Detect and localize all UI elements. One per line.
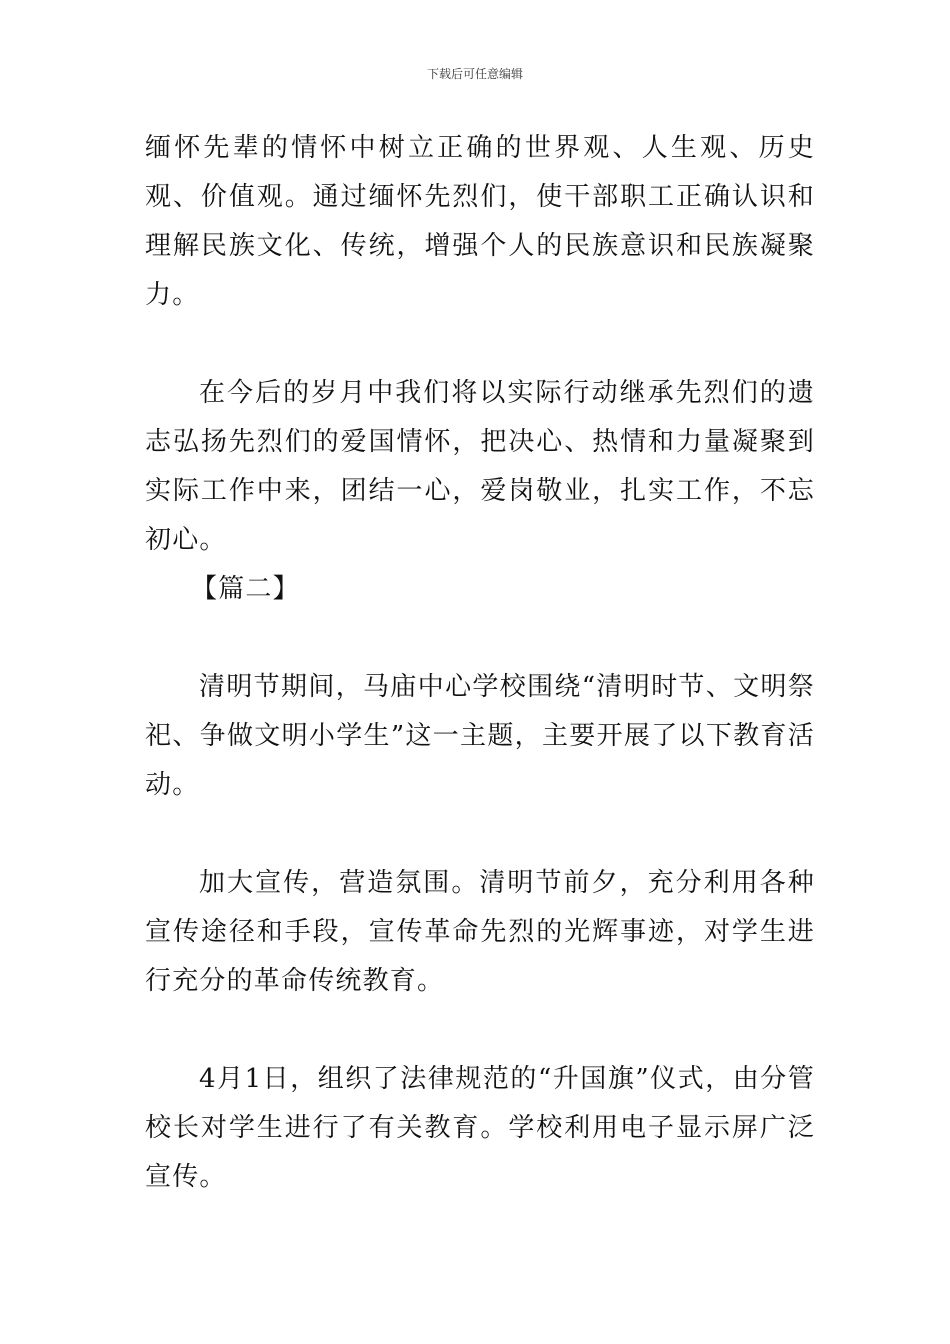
paragraph: 清明节期间，马庙中心学校围绕“清明时节、文明祭祀、争做文明小学生”这一主题，主要开展了以下教育活动。	[145, 672, 815, 800]
paragraph: 在今后的岁月中我们将以实际行动继承先烈们的遗志弘扬先烈们的爱国情怀，把决心、热情和力量凝聚到实际工作中来，团结一心，爱岗敬业，扎实工作，不忘初心。	[145, 378, 815, 555]
section-heading: 【篇二】	[191, 574, 300, 604]
paragraph: 加大宣传，营造氛围。清明节前夕，充分利用各种宣传途径和手段，宣传革命先烈的光辉事迹，对学生进行充分的革命传统教育。	[145, 868, 815, 996]
page-header: 下载后可任意编辑	[426, 67, 523, 81]
document-body	[145, 124, 815, 1202]
paragraph: 4月1日，组织了法律规范的“升国旗”仪式，由分管校长对学生进行了有关教育。学校利用电子显示屏广泛宣传。	[145, 1064, 815, 1192]
paragraph-continued: 缅怀先辈的情怀中树立正确的世界观、人生观、历史观、价值观。通过缅怀先烈们，使干部职工正确认识和理解民族文化、传统，增强个人的民族意识和民族凝聚力。	[145, 133, 815, 310]
